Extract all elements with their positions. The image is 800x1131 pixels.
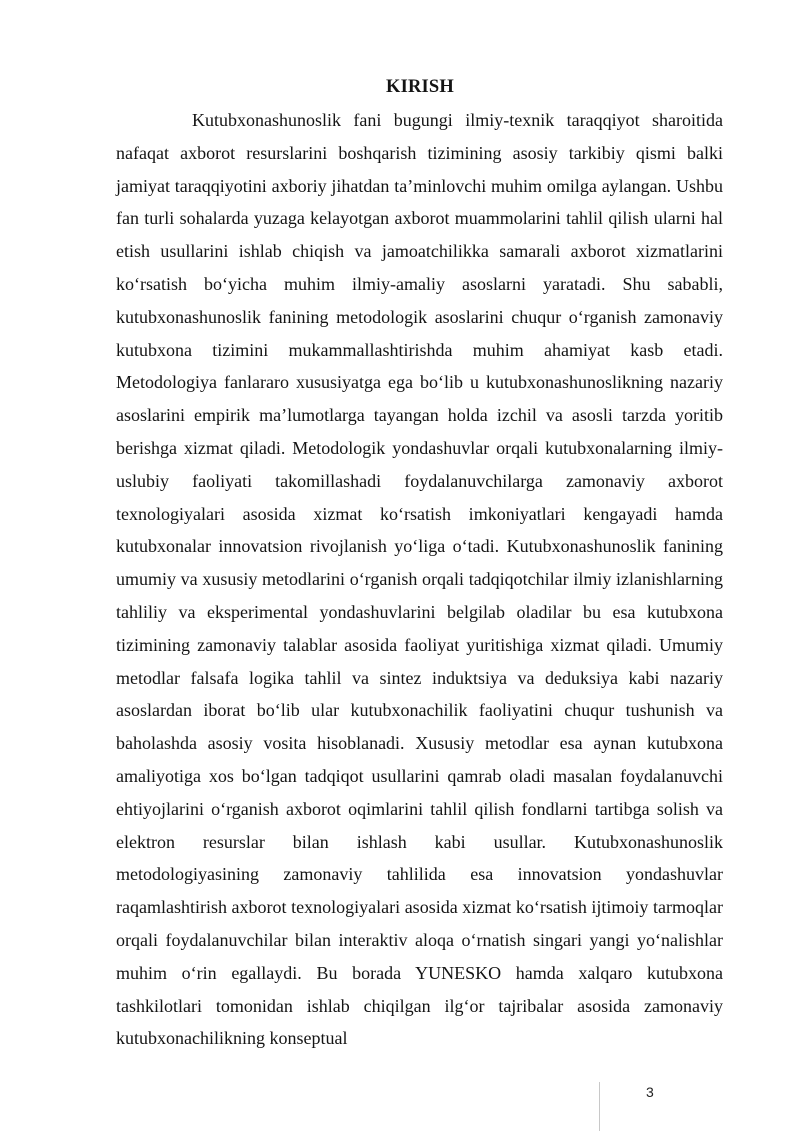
page-number-divider — [599, 1082, 600, 1131]
section-heading: KIRISH — [385, 77, 455, 97]
page-number: 3 — [646, 1084, 654, 1100]
body-paragraph: Kutubxonashunoslik fani bugungi ilmiy-texnik taraqqiyot sharoitida nafaqat axborot resurslarini boshqarish tizimining asosiy tarkibiy qismi balki jamiyat taraqqiyotini axboriy jihatdan ta’minlovchi muhim omilga aylangan. Ushbu fan turli sohalarda yuzaga kelayotgan axborot muammolarini tahlil qilish ularni hal etish usullarini ishlab chiqish va jamoatchilikka samarali axborot xizmatlarini ko‘rsatish bo‘yicha muhim ilmiy-amaliy asoslarni yaratadi. Shu sababli, kutubxonashunoslik fanining metodologik asoslarini chuqur o‘rganish zamonaviy kutubxona tizimini mukammallashtirishda muhim ahamiyat kasb etadi. Metodologiya fanlararo xususiyatga ega bo‘lib u kutubxonashunoslikning nazariy asoslarini empirik ma’lumotlarga tayangan holda izchil va asosli tarzda yoritib berishga xizmat qiladi. Metodologik yondashuvlar orqali kutubxonalarning ilmiy-uslubiy faoliyati takomillashadi foydalanuvchilarga zamonaviy axborot texnologiyalari asosida xizmat ko‘rsatish imkoniyatlari kengayadi hamda kutubxonalar innovatsion rivojlanish yo‘liga o‘tadi. Kutubxonashunoslik fanining umumiy va xususiy metodlarini o‘rganish orqali tadqiqotchilar ilmiy izlanishlarning tahliliy va eksperimental yondashuvlarini belgilab oladilar bu esa kutubxona tizimining zamonaviy talablar asosida faoliyat yuritishiga xizmat qiladi. Umumiy metodlar falsafa logika tahlil va sintez induktsiya va deduksiya kabi nazariy asoslardan iborat bo‘lib ular kutubxonachilik faoliyatini chuqur tushunish va baholashda asosiy vosita hisoblanadi. Xususiy metodlar esa aynan kutubxona amaliyotiga xos bo‘lgan tadqiqot usullarini qamrab oladi masalan foydalanuvchi ehtiyojlarini o‘rganish axborot oqimlarini tahlil qilish fondlarni tartibga solish va elektron resurslar bilan ishlash kabi usullar. Kutubxonashunoslik metodologiyasining zamonaviy tahlilida esa innovatsion yondashuvlar raqamlashtirish axborot texnologiyalari asosida xizmat ko‘rsatish ijtimoiy tarmoqlar orqali foydalanuvchilar bilan interaktiv aloqa o‘rnatish singari yangi yo‘nalishlar muhim o‘rin egallaydi. Bu borada YUNESKO hamda xalqaro kutubxona tashkilotlari tomonidan ishlab chiqilgan ilg‘or tajribalar asosida zamonaviy kutubxonachilikning konseptual — [116, 110, 723, 1049]
